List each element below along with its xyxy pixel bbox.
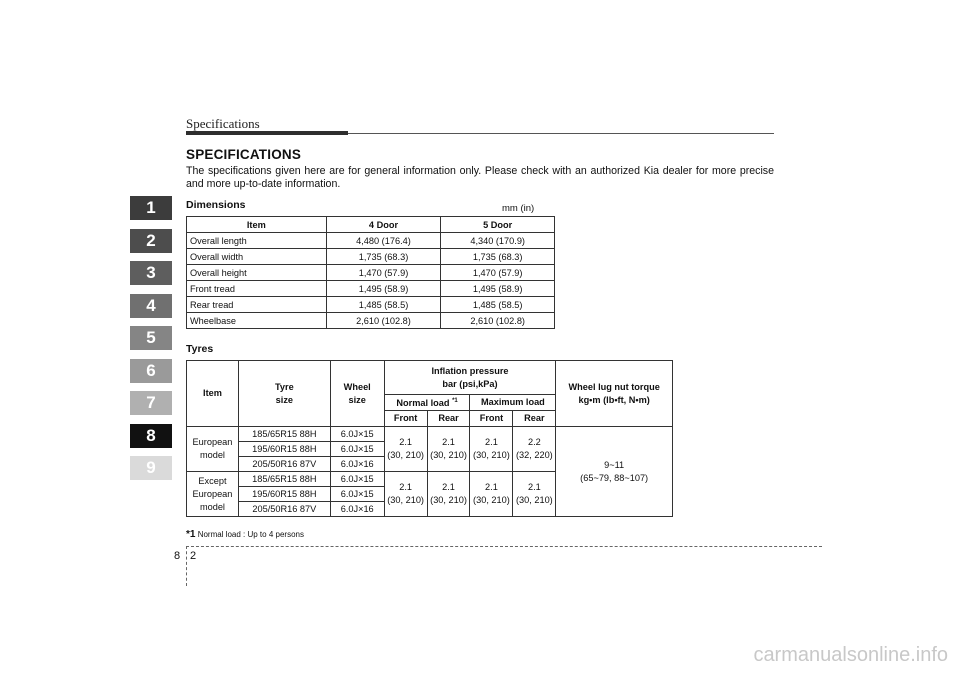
table-cell: Overall height <box>187 265 327 281</box>
chapter-tab-1[interactable]: 1 <box>130 196 172 220</box>
pressure-cell: 2.1 (30, 210) <box>384 472 427 517</box>
wheel-size-cell: 6.0J×16 <box>330 457 384 472</box>
table-cell: 1,485 (58.5) <box>326 297 441 313</box>
tyres-title: Tyres <box>186 343 214 355</box>
tyre-size-cell: 205/50R16 87V <box>238 502 330 517</box>
page-chapter-number: 8 <box>174 550 181 562</box>
pressure-cell: 2.1 (30, 210) <box>470 472 513 517</box>
maximum-load-header: Maximum load <box>470 395 556 411</box>
wheel-size-cell: 6.0J×15 <box>330 472 384 487</box>
wheel-size-cell: 6.0J×15 <box>330 487 384 502</box>
dimensions-title: Dimensions <box>186 199 246 211</box>
dimensions-unit: mm (in) <box>502 203 535 214</box>
table-cell: 4,480 (176.4) <box>326 233 441 249</box>
table-cell: Front tread <box>187 281 327 297</box>
page-number: 2 <box>190 550 197 562</box>
torque-header: Wheel lug nut torque kg•m (lb•ft, N•m) <box>556 361 673 427</box>
header-rule-thick <box>186 131 348 135</box>
tyre-size-header: Tyre size <box>238 361 330 427</box>
tyre-size-cell: 205/50R16 87V <box>238 457 330 472</box>
table-row <box>187 265 555 281</box>
table-cell: 1,485 (58.5) <box>441 297 555 313</box>
inflation-pressure-header: Inflation pressure bar (psi,kPa) <box>384 361 556 395</box>
table-cell: 1,495 (58.9) <box>326 281 441 297</box>
tyre-size-cell: 185/65R15 88H <box>238 427 330 442</box>
table-cell: Overall width <box>187 249 327 265</box>
table-cell: 1,735 (68.3) <box>326 249 441 265</box>
wheel-size-header: Wheel size <box>330 361 384 427</box>
normal-load-header: Normal load $^{*1}$ <box>384 395 470 411</box>
column-header: 5 Door <box>441 217 555 233</box>
wheel-size-cell: 6.0J×15 <box>330 442 384 457</box>
chapter-tab-8[interactable]: 8 <box>130 424 172 448</box>
dimensions-table <box>186 216 555 329</box>
table-header-row <box>187 361 673 395</box>
torque-cell: 9~11 (65~79, 88~107) <box>556 427 673 517</box>
table-header-row <box>187 217 555 233</box>
pressure-cell: 2.1 (30, 210) <box>513 472 556 517</box>
item-header: Item <box>187 361 239 427</box>
table-cell: 1,470 (57.9) <box>326 265 441 281</box>
footer-divider <box>186 546 822 547</box>
rear-header: Rear <box>427 411 470 427</box>
tyre-size-cell: 195/60R15 88H <box>238 442 330 457</box>
group-name: European model <box>187 427 239 472</box>
tyre-size-cell: 195/60R15 88H <box>238 487 330 502</box>
footer-vertical-divider <box>186 546 187 586</box>
table-cell: Overall length <box>187 233 327 249</box>
footnote-text: Normal load : Up to 4 persons <box>197 530 304 539</box>
column-header: 4 Door <box>326 217 441 233</box>
pressure-cell: 2.2 (32, 220) <box>513 427 556 472</box>
footnote <box>186 529 304 540</box>
table-row <box>187 297 555 313</box>
chapter-tab-9[interactable]: 9 <box>130 456 172 480</box>
chapter-tabs <box>130 196 172 489</box>
chapter-tab-5[interactable]: 5 <box>130 326 172 350</box>
pressure-cell: 2.1 (30, 210) <box>470 427 513 472</box>
watermark: carmanualsonline.info <box>753 644 948 666</box>
running-header-title: Specifications <box>186 116 260 131</box>
section-intro: The specifications given here are for general information only. Please check with an authorized Kia dealer for more precise and more up-to-date information. <box>186 165 774 190</box>
table-cell: 2,610 (102.8) <box>441 313 555 329</box>
pressure-cell: 2.1 (30, 210) <box>384 427 427 472</box>
table-row <box>187 313 555 329</box>
table-cell: 1,495 (58.9) <box>441 281 555 297</box>
chapter-tab-6[interactable]: 6 <box>130 359 172 383</box>
chapter-tab-2[interactable]: 2 <box>130 229 172 253</box>
table-row <box>187 233 555 249</box>
front-header: Front <box>470 411 513 427</box>
section-title: SPECIFICATIONS <box>186 147 302 162</box>
chapter-tab-3[interactable]: 3 <box>130 261 172 285</box>
table-cell: Rear tread <box>187 297 327 313</box>
header-rule-thin <box>348 133 774 134</box>
table-row <box>187 249 555 265</box>
table-row <box>187 427 673 442</box>
table-cell: 1,470 (57.9) <box>441 265 555 281</box>
footnote-mark: *1 <box>186 529 196 540</box>
wheel-size-cell: 6.0J×16 <box>330 502 384 517</box>
front-header: Front <box>384 411 427 427</box>
table-cell: 4,340 (170.9) <box>441 233 555 249</box>
wheel-size-cell: 6.0J×15 <box>330 427 384 442</box>
table-cell: 2,610 (102.8) <box>326 313 441 329</box>
rear-header: Rear <box>513 411 556 427</box>
column-header: Item <box>187 217 327 233</box>
pressure-cell: 2.1 (30, 210) <box>427 427 470 472</box>
chapter-tab-4[interactable]: 4 <box>130 294 172 318</box>
tyre-size-cell: 185/65R15 88H <box>238 472 330 487</box>
pressure-cell: 2.1 (30, 210) <box>427 472 470 517</box>
table-row <box>187 281 555 297</box>
table-cell: 1,735 (68.3) <box>441 249 555 265</box>
group-name: Except European model <box>187 472 239 517</box>
table-cell: Wheelbase <box>187 313 327 329</box>
tyres-table <box>186 360 673 517</box>
chapter-tab-7[interactable]: 7 <box>130 391 172 415</box>
